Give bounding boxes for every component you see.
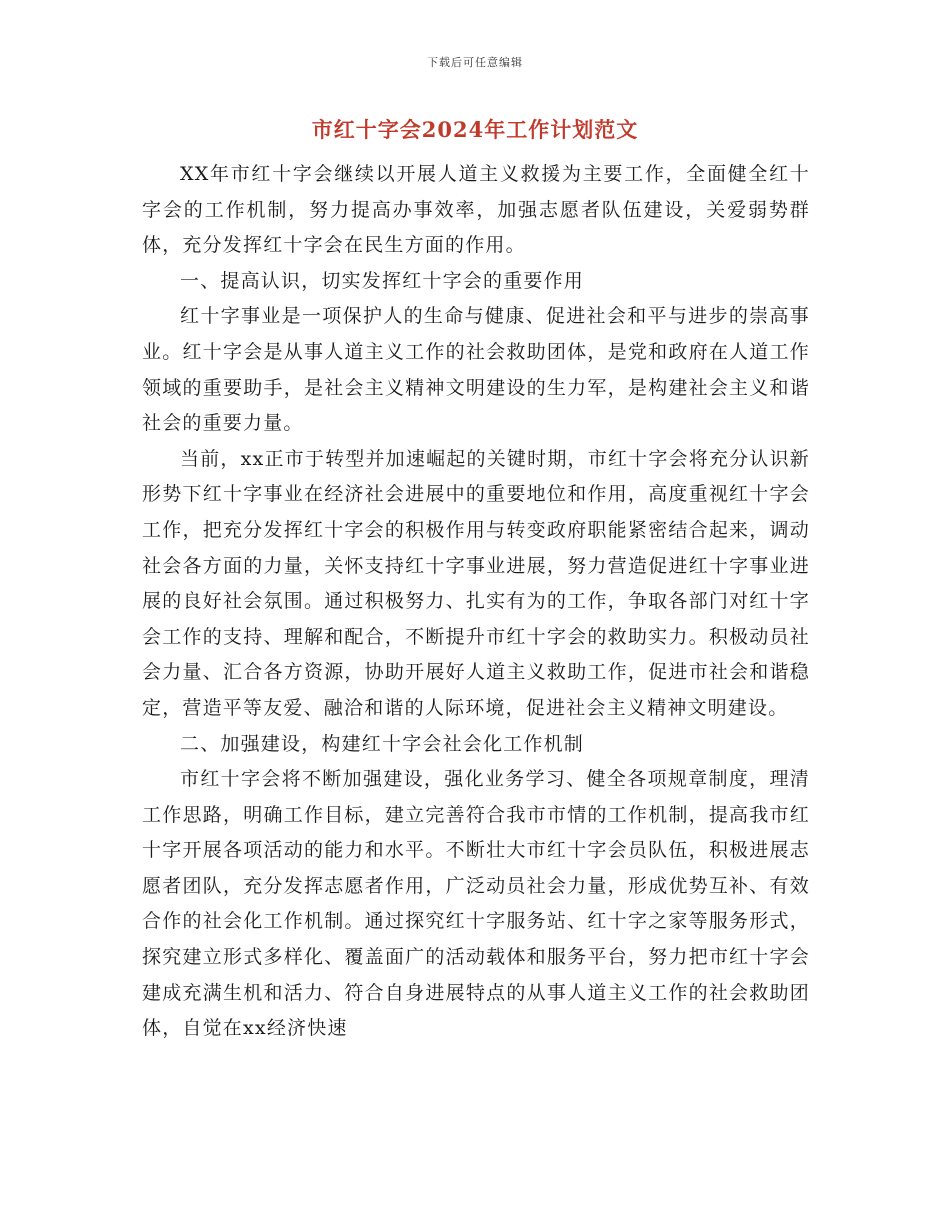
paragraph-intro: XX年市红十字会继续以开展人道主义救援为主要工作，全面健全红十字会的工作机制，努力提高办事效率，加强志愿者队伍建设，关爱弱势群体，充分发挥红十字会在民生方面的作用。 <box>142 163 810 257</box>
paragraph-section-2-a: 市红十字会将不断加强建设，强化业务学习、健全各项规章制度，理清工作思路，明确工作目标，建立完善符合我市市情的工作机制，提高我市红十字开展各项活动的能力和水平。不断壮大市红十字会员队伍，积极进展志愿者团队，充分发挥志愿者作用，广泛动员社会力量，形成优势互补、有效合作的社会化工作机制。通过探究红十字服务站、红十字之家等服务形式，探究建立形式多样化、覆盖面广的活动载体和服务平台，努力把市红十字会建成充满生机和活力、符合自身进展特点的从事人道主义工作的社会救助团体，自觉在xx经济快速 <box>142 768 810 1040</box>
document-title: 市红十字会2024年工作计划范文 <box>311 117 639 142</box>
header-note: 下载后可任意编辑 <box>427 56 523 69</box>
paragraph-section-1-a: 红十字事业是一项保护人的生命与健康、促进社会和平与进步的崇高事业。红十字会是从事人道主义工作的社会救助团体，是党和政府在人道工作领域的重要助手，是社会主义精神文明建设的生力军，是构建社会主义和谐社会的重要力量。 <box>142 305 810 435</box>
section-heading-1: 一、提高认识，切实发挥红十字会的重要作用 <box>180 269 585 292</box>
document-body <box>142 157 810 1047</box>
paragraph-section-1-b: 当前，xx正市于转型并加速崛起的关键时期，市红十字会将充分认识新形势下红十字事业在经济社会进展中的重要地位和作用，高度重视红十字会工作，把充分发挥红十字会的积极作用与转变政府职能紧密结合起来，调动社会各方面的力量，关怀支持红十字事业进展，努力营造促进红十字事业进展的良好社会氛围。通过积极努力、扎实有为的工作，争取各部门对红十字会工作的支持、理解和配合，不断提升市红十字会的救助实力。积极动员社会力量、汇合各方资源，协助开展好人道主义救助工作，促进市社会和谐稳定，营造平等友爱、融洽和谐的人际环境，促进社会主义精神文明建设。 <box>142 447 810 719</box>
section-heading-2: 二、加强建设，构建红十字会社会化工作机制 <box>180 732 585 755</box>
